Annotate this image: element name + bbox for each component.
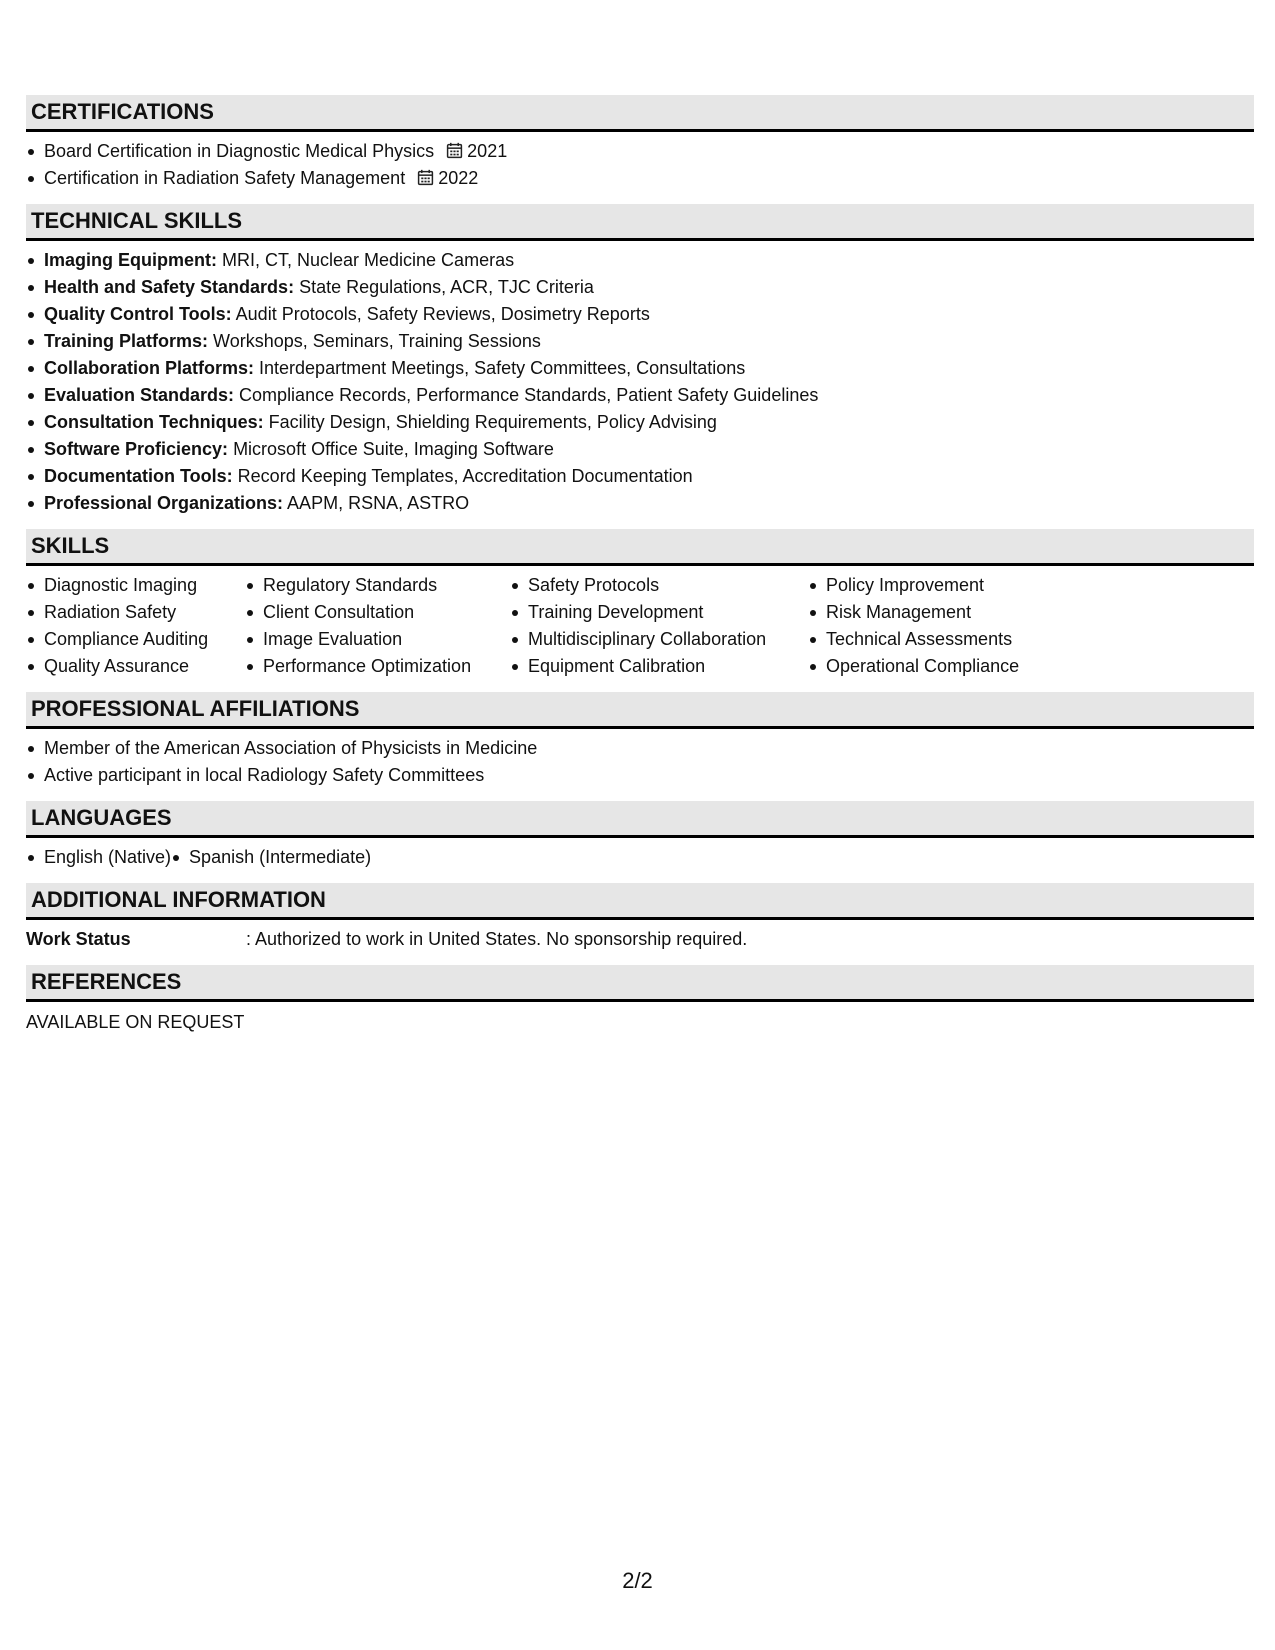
list-item: Image Evaluation [245,626,510,653]
skill-value: State Regulations, ACR, TJC Criteria [294,277,594,297]
skills-column [245,572,510,680]
skill-label: Collaboration Platforms: [44,358,255,378]
skill-label: Software Proficiency: [44,439,229,459]
list-item [26,138,1254,165]
list-item: Multidisciplinary Collaboration [510,626,808,653]
skill-value: Interdepartment Meetings, Safety Committees, Consultations [254,358,746,378]
list-item: Compliance Auditing [26,626,245,653]
list-item: Equipment Calibration [510,653,808,680]
languages-section [26,801,1254,871]
references-section [26,965,1254,1036]
section-title-languages: LANGUAGES [26,801,1254,838]
skill-value: Record Keeping Templates, Accreditation Documentation [232,466,693,486]
list-item [26,490,1254,517]
skill-value: Audit Protocols, Safety Reviews, Dosimetry Reports [231,304,650,324]
list-item [26,463,1254,490]
skills-column [808,572,1068,680]
list-item [26,355,1254,382]
list-item: Radiation Safety [26,599,245,626]
list-item: Operational Compliance [808,653,1068,680]
certification-year: 2022 [438,168,479,188]
calendar-icon [446,142,463,159]
skill-label: Documentation Tools: [44,466,233,486]
skill-value: Microsoft Office Suite, Imaging Software [228,439,554,459]
list-item: Spanish (Intermediate) [171,844,371,871]
skills-column [510,572,808,680]
languages-list [26,844,171,871]
list-item: Regulatory Standards [245,572,510,599]
section-title-affiliations: PROFESSIONAL AFFILIATIONS [26,692,1254,729]
skills-column [26,572,245,680]
list-item: Member of the American Association of Physicists in Medicine [26,735,1254,762]
list-item [26,165,1254,192]
list-item: Performance Optimization [245,653,510,680]
work-status-value: : Authorized to work in United States. No sponsorship required. [246,929,748,949]
technical-skills-section [26,204,1254,517]
skills-section [26,529,1254,680]
skill-label: Evaluation Standards: [44,385,235,405]
work-status-label: Work Status [26,929,131,949]
skill-label: Health and Safety Standards: [44,277,295,297]
list-item [26,409,1254,436]
certification-name: Certification in Radiation Safety Management [44,168,406,188]
list-item: Diagnostic Imaging [26,572,245,599]
certifications-section [26,95,1254,192]
page-number: 2/2 [622,1568,653,1593]
languages-list [171,844,371,871]
skill-label: Professional Organizations: [44,493,284,513]
work-status-row [26,926,1254,953]
list-item: Quality Assurance [26,653,245,680]
list-item: English (Native) [26,844,171,871]
skill-value: AAPM, RSNA, ASTRO [283,493,470,513]
list-item: Safety Protocols [510,572,808,599]
resume-page [26,95,1254,1048]
list-item: Policy Improvement [808,572,1068,599]
certification-name: Board Certification in Diagnostic Medical Physics [44,141,435,161]
list-item: Client Consultation [245,599,510,626]
section-title-technical-skills: TECHNICAL SKILLS [26,204,1254,241]
certification-year: 2021 [467,141,508,161]
skill-label: Training Platforms: [44,331,209,351]
skill-value: MRI, CT, Nuclear Medicine Cameras [217,250,515,270]
list-item [26,436,1254,463]
affiliations-list [26,735,1254,789]
calendar-icon [417,169,434,186]
languages-row [26,844,1254,871]
references-text: AVAILABLE ON REQUEST [26,1012,245,1032]
skill-value: Compliance Records, Performance Standards, Patient Safety Guidelines [234,385,819,405]
list-item [26,274,1254,301]
list-item: Training Development [510,599,808,626]
technical-skills-list [26,247,1254,517]
skill-label: Quality Control Tools: [44,304,232,324]
skill-label: Imaging Equipment: [44,250,217,270]
skills-grid [26,572,1254,680]
section-title-certifications: CERTIFICATIONS [26,95,1254,132]
skill-label: Consultation Techniques: [44,412,264,432]
list-item [26,382,1254,409]
list-item [26,328,1254,355]
section-title-additional-info: ADDITIONAL INFORMATION [26,883,1254,920]
certifications-list [26,138,1254,192]
list-item [26,301,1254,328]
additional-info-section [26,883,1254,953]
section-title-skills: SKILLS [26,529,1254,566]
section-title-references: REFERENCES [26,965,1254,1002]
list-item: Risk Management [808,599,1068,626]
skill-value: Facility Design, Shielding Requirements, Policy Advising [263,412,717,432]
list-item [26,247,1254,274]
list-item: Technical Assessments [808,626,1068,653]
affiliations-section [26,692,1254,789]
list-item: Active participant in local Radiology Safety Committees [26,762,1254,789]
skill-value: Workshops, Seminars, Training Sessions [208,331,541,351]
